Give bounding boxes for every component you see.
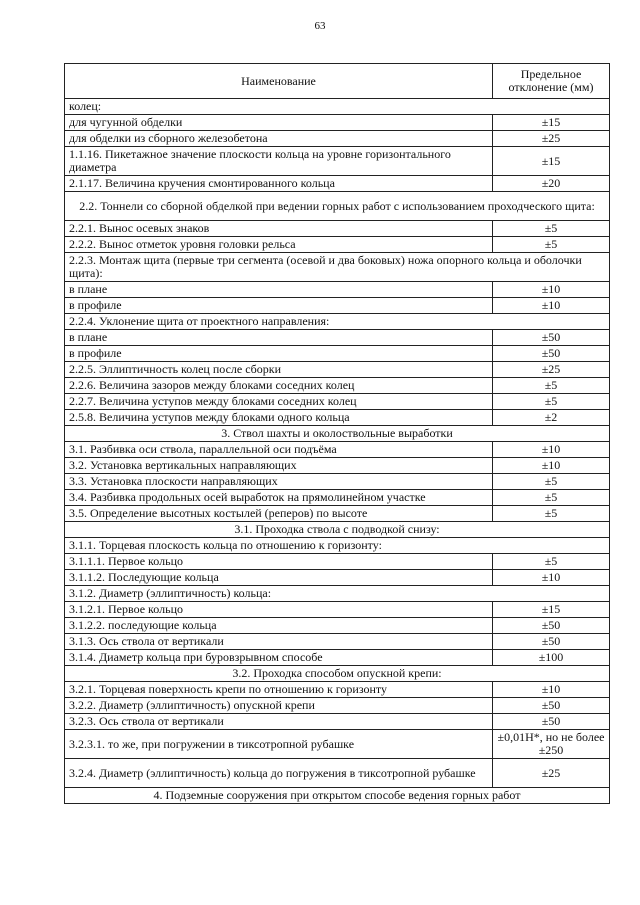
row-name: в плане [65, 330, 493, 346]
section-heading [65, 788, 610, 804]
table-row [65, 410, 610, 426]
header-name: Наименование [65, 64, 493, 99]
subsection-heading-text: 2.2. Тоннели со сборной обделкой при ведении горных работ с использованием проходческого щита: [65, 192, 610, 221]
table-row [65, 682, 610, 698]
table-row [65, 730, 610, 759]
table-row [65, 634, 610, 650]
group-row-text: 3.1.1. Торцевая плоскость кольца по отношению к горизонту: [65, 538, 610, 554]
row-value: ±15 [493, 147, 610, 176]
row-value: ±10 [493, 458, 610, 474]
row-name: 3.1.1.1. Первое кольцо [65, 554, 493, 570]
table-row [65, 378, 610, 394]
table-row [65, 115, 610, 131]
row-name: для чугунной обделки [65, 115, 493, 131]
table-row [65, 362, 610, 378]
row-value: ±25 [493, 362, 610, 378]
group-row [65, 99, 610, 115]
row-value: ±5 [493, 554, 610, 570]
row-name: 2.2.5. Эллиптичность колец после сборки [65, 362, 493, 378]
row-value: ±10 [493, 570, 610, 586]
table-row [65, 506, 610, 522]
subsection-heading [65, 522, 610, 538]
row-value: ±5 [493, 237, 610, 253]
row-name: для обделки из сборного железобетона [65, 131, 493, 147]
row-value: ±5 [493, 474, 610, 490]
row-value: ±25 [493, 759, 610, 788]
subsection-heading [65, 666, 610, 682]
table-row [65, 698, 610, 714]
row-name: 3.1.3. Ось ствола от вертикали [65, 634, 493, 650]
row-name: в профиле [65, 298, 493, 314]
row-value: ±50 [493, 698, 610, 714]
subsection-heading-text: 3.2. Проходка способом опускной крепи: [65, 666, 610, 682]
group-row [65, 314, 610, 330]
row-value: ±100 [493, 650, 610, 666]
table-row [65, 147, 610, 176]
row-value: ±25 [493, 131, 610, 147]
row-value: ±5 [493, 221, 610, 237]
table-row [65, 330, 610, 346]
group-row [65, 253, 610, 282]
row-name: 3.1.2.2. последующие кольца [65, 618, 493, 634]
row-value: ±0,01H*, но не более ±250 [493, 730, 610, 759]
row-value: ±5 [493, 490, 610, 506]
deviation-table [64, 63, 610, 804]
row-value: ±15 [493, 602, 610, 618]
row-value: ±15 [493, 115, 610, 131]
table-row [65, 602, 610, 618]
table-row [65, 298, 610, 314]
group-row [65, 538, 610, 554]
table-row [65, 714, 610, 730]
row-name: 2.2.7. Величина уступов между блоками соседних колец [65, 394, 493, 410]
group-row-text: 2.2.3. Монтаж щита (первые три сегмента (осевой и два боковых) ножа опорного кольца и оболочки щита): [65, 253, 610, 282]
row-value: ±50 [493, 714, 610, 730]
section-heading [65, 426, 610, 442]
row-name: 3.2.3. Ось ствола от вертикали [65, 714, 493, 730]
row-name: 3.1.4. Диаметр кольца при буровзрывном способе [65, 650, 493, 666]
row-name: 2.2.2. Вынос отметок уровня головки рельса [65, 237, 493, 253]
row-value: ±50 [493, 330, 610, 346]
row-value: ±50 [493, 618, 610, 634]
row-name: 2.5.8. Величина уступов между блоками одного кольца [65, 410, 493, 426]
table-row [65, 458, 610, 474]
table-row [65, 221, 610, 237]
table-header [65, 64, 610, 99]
table-row [65, 394, 610, 410]
row-name: 3.2.1. Торцевая поверхность крепи по отношению к горизонту [65, 682, 493, 698]
row-name: 2.2.1. Вынос осевых знаков [65, 221, 493, 237]
table-row [65, 176, 610, 192]
table-row [65, 131, 610, 147]
row-name: 3.5. Определение высотных костылей (реперов) по высоте [65, 506, 493, 522]
subsection-heading [65, 192, 610, 221]
row-name: 3.1. Разбивка оси ствола, параллельной оси подъёма [65, 442, 493, 458]
table-row [65, 759, 610, 788]
table-row [65, 618, 610, 634]
row-name: 3.2. Установка вертикальных направляющих [65, 458, 493, 474]
row-value: ±10 [493, 682, 610, 698]
row-name: 3.2.2. Диаметр (эллиптичность) опускной крепи [65, 698, 493, 714]
group-row-text: 3.1.2. Диаметр (эллиптичность) кольца: [65, 586, 610, 602]
row-name: 3.2.3.1. то же, при погружении в тиксотропной рубашке [65, 730, 493, 759]
subsection-heading-text: 3.1. Проходка ствола с подводкой снизу: [65, 522, 610, 538]
row-value: ±5 [493, 506, 610, 522]
table-row [65, 237, 610, 253]
table-row [65, 650, 610, 666]
section-heading-text: 3. Ствол шахты и околоствольные выработки [65, 426, 610, 442]
row-value: ±20 [493, 176, 610, 192]
row-value: ±50 [493, 634, 610, 650]
row-name: в плане [65, 282, 493, 298]
row-value: ±10 [493, 282, 610, 298]
table-row [65, 570, 610, 586]
row-value: ±10 [493, 298, 610, 314]
row-name: 3.1.2.1. Первое кольцо [65, 602, 493, 618]
table-row [65, 490, 610, 506]
row-value: ±10 [493, 442, 610, 458]
row-name: 3.2.4. Диаметр (эллиптичность) кольца до погружения в тиксотропной рубашке [65, 759, 493, 788]
group-row-text: колец: [65, 99, 610, 115]
row-name: 2.2.6. Величина зазоров между блоками соседних колец [65, 378, 493, 394]
row-name: в профиле [65, 346, 493, 362]
row-name: 3.4. Разбивка продольных осей выработок на прямолинейном участке [65, 490, 493, 506]
header-deviation: Предельное отклонение (мм) [493, 64, 610, 99]
row-value: ±2 [493, 410, 610, 426]
section-heading-text: 4. Подземные сооружения при открытом способе ведения горных работ [65, 788, 610, 804]
row-name: 1.1.16. Пикетажное значение плоскости кольца на уровне горизонтального диаметра [65, 147, 493, 176]
table-row [65, 554, 610, 570]
table-row [65, 442, 610, 458]
row-value: ±50 [493, 346, 610, 362]
group-row-text: 2.2.4. Уклонение щита от проектного направления: [65, 314, 610, 330]
row-value: ±5 [493, 394, 610, 410]
page-number: 63 [314, 20, 326, 32]
row-value: ±5 [493, 378, 610, 394]
row-name: 3.1.1.2. Последующие кольца [65, 570, 493, 586]
row-name: 2.1.17. Величина кручения смонтированного кольца [65, 176, 493, 192]
table-row [65, 346, 610, 362]
table-row [65, 474, 610, 490]
row-name: 3.3. Установка плоскости направляющих [65, 474, 493, 490]
table-row [65, 282, 610, 298]
group-row [65, 586, 610, 602]
